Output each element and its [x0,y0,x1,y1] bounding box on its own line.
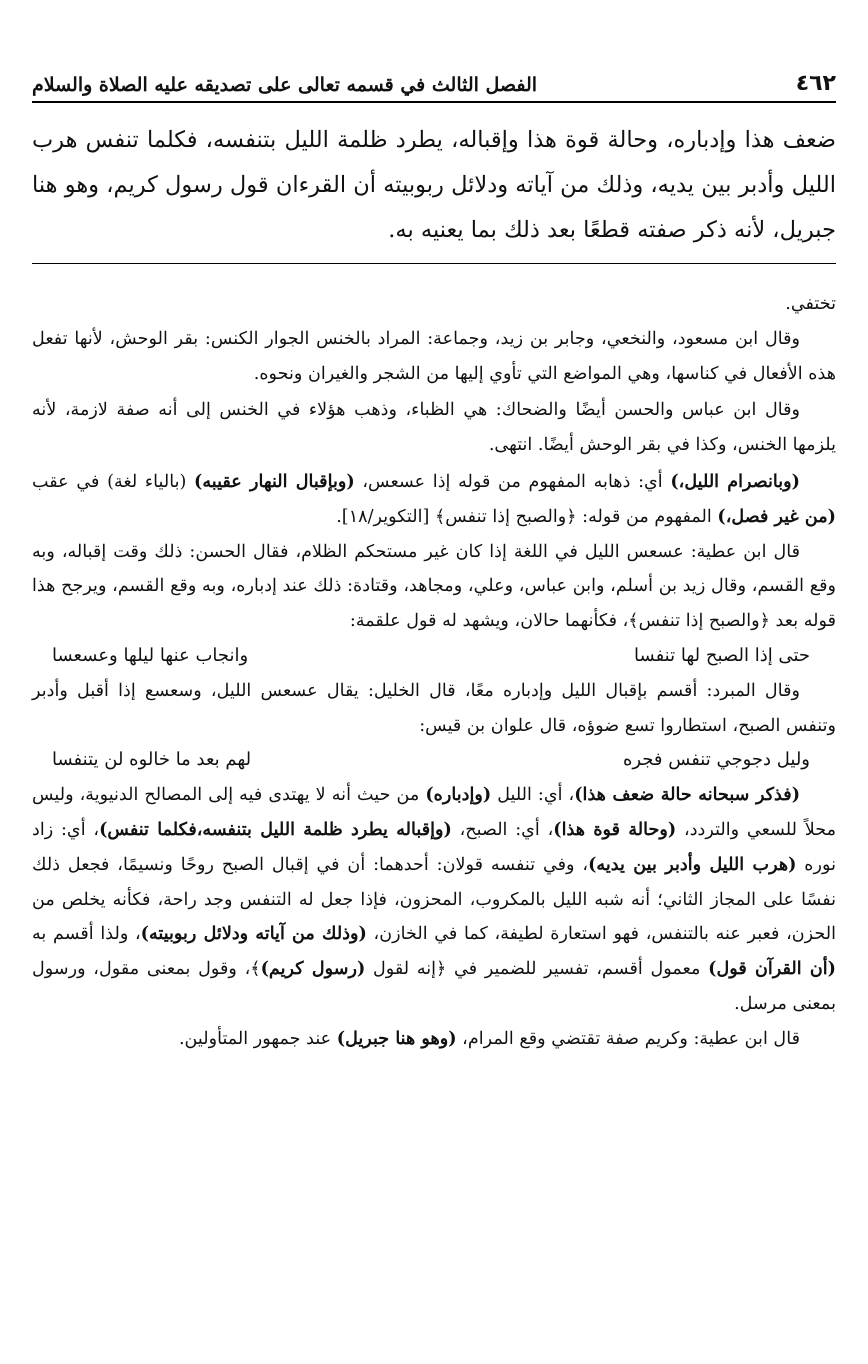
commentary-paragraph: تختفي. [785,294,836,314]
commentary-text: ﴾، وقول بمعنى مقول، ورسول بمعنى مرسل. [32,959,836,1014]
commentary-text: عند جمهور المتأولين. [178,1028,337,1049]
quoted-phrase: (رسول كريم) [260,958,366,980]
poem-verse [32,743,836,778]
chapter-title: الفصل الثالث في قسمه تعالى على تصديقه عليه الصلاة والسلام [32,74,538,96]
main-text-paragraph: ضعف هذا وإدباره، وحالة قوة هذا وإقباله، يطرد ظلمة الليل بتنفسه، فكلما تنفس هرب الليل وأدبر بين يديه، وذلك من آياته ودلائل ربوبيته أن القرءان قول رسول كريم، وهو هنا جبريل، لأنه ذكر صفته قطعًا بعد ذلك بما يعنيه به. [32,127,836,243]
verse-hemistich: وليل دجوجي تنفس فجره [622,749,810,771]
header-divider [32,101,836,103]
quoted-phrase: (من غير فصل،) [717,505,836,527]
page-number: ٤٦٢ [795,71,836,96]
verse-hemistich: حتى إذا الصبح لها تنفسا [634,644,810,666]
commentary-text: (بالياء لغة) في عقب [32,471,195,492]
commentary-paragraph [32,1022,836,1057]
commentary-paragraph: قال ابن عطية: عسعس الليل في اللغة إذا كان غير مستحكم الظلام، فقال الحسن: ذلك وقت إقباله، وبه وقع القسم، وقال زيد بن أسلم، وابن عباس، وعلي، ومجاهد، وقتادة: ذلك عند إدباره، وبه وقع القسم، ويرجح هذا قوله بعد ﴿والصبح إذا تنفس﴾، فكأنهما حالان، ويشهد له قول علقمة: [32,541,836,632]
quoted-phrase: (وبإقبال النهار عقيبه) [194,470,355,492]
commentary-paragraph [32,778,836,1022]
commentary-text: ، ولذا أقسم به [32,924,141,945]
quoted-phrase: (وبانصرام الليل،) [670,470,800,492]
quoted-phrase: (وذلك من آياته ودلائل ربوبيته) [140,923,367,945]
commentary [32,287,836,1057]
commentary-text: أي: ذهابه المفهوم من قوله إذا عسعس، [354,471,671,492]
quoted-phrase: (وحالة قوة هذا) [553,818,677,840]
commentary-paragraph [32,465,836,535]
quoted-phrase: (فذكر سبحانه حالة ضعف هذا) [574,784,801,806]
commentary-paragraph: وقال المبرد: أقسم بإقبال الليل وإدباره معًا، قال الخليل: يقال عسعس الليل، وسعسع إذا أقبل وأدبر وتنفس الصبح، استطاروا تسع ضوؤه، قال علوان بن قيس: [32,680,836,736]
poem-verse [32,639,836,674]
commentary-text: ، أي: الليل [491,785,575,806]
verse-hemistich: وانجاب عنها ليلها وعسعسا [52,644,249,666]
commentary-text: ، أي: زاد نوره [32,819,836,875]
quoted-phrase: (وإدباره) [425,784,492,806]
commentary-text: معمول أقسم، تفسير للضمير في ﴿إنه لقول [365,959,709,980]
quoted-phrase: (أن القرآن قول) [708,958,837,980]
commentary-text: المفهوم من قوله: ﴿والصبح إذا تنفس﴾ [التكوير/١٨]. [336,506,718,527]
quoted-phrase: (هرب الليل وأدبر بين يديه) [588,853,797,875]
commentary-text: قال ابن عطية: وكريم صفة تقتضي وقع المرام، [456,1028,800,1049]
commentary-paragraph: وقال ابن عباس والحسن أيضًا والضحاك: هي الظباء، وذهب هؤلاء في الخنس إلى أنه صفة لازمة، لأنه يلزمها الخنس، وكذا في بقر الوحش أيضًا. انتهى. [32,400,836,456]
commentary-text: من حيث أنه لا يهتدى فيه إلى المصالح الدنيوية، وليس محلاً للسعي والتردد، [32,785,837,840]
commentary-text: ، وفي تنفسه قولان: أحدهما: أن في إقبال الصبح روحًا ونسيمًا، فجعل ذلك نفسًا على المجاز الثاني؛ أنه شبه الليل بالمكروب، المحزون، فإذا جعل له التنفس وجد راحة، فكأنه يخلص من الحزن، فعبر عنه بالتنفس، فهو استعارة لطيفة، كما في الخازن، [32,854,836,945]
quoted-phrase: (وهو هنا جبريل) [336,1027,457,1049]
commentary-text: ، أي: الصبح، [451,819,554,840]
commentary-paragraph: وقال ابن مسعود، والنخعي، وجابر بن زيد، وجماعة: المراد بالخنس الجوار الكنس: بقر الوحش، لأنها تفعل هذه الأفعال في كناسها، وهي المواضع التي تأوي إليها من الشجر والغيران ونحوه. [32,328,836,384]
verse-hemistich: لهم بعد ما خالوه لن يتنفسا [52,749,252,771]
quoted-phrase: (وإقباله يطرد ظلمة الليل بتنفسه،فكلما تنفس) [99,818,452,840]
section-divider [32,263,836,264]
running-header [32,58,836,96]
main-text [32,118,836,253]
